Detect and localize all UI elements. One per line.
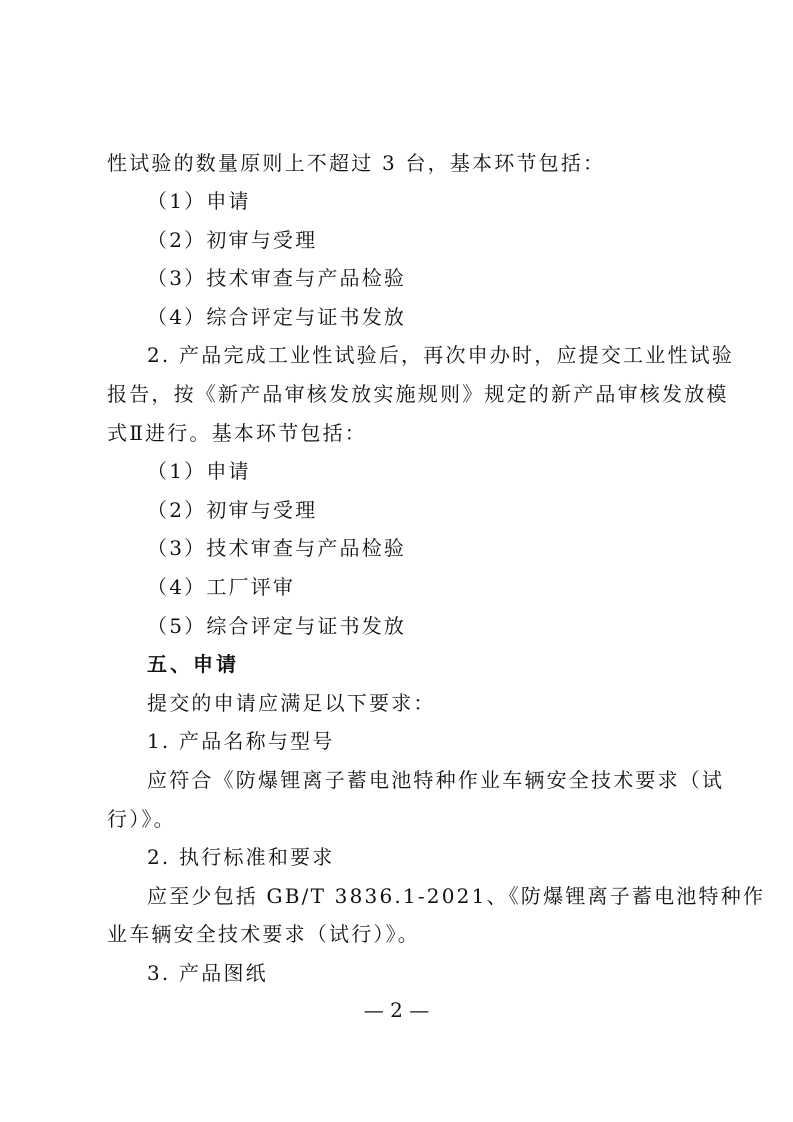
list-item: （3）技术审查与产品检验: [147, 266, 407, 290]
list-item: （4）综合评定与证书发放: [147, 305, 407, 329]
paragraph-line: 2. 产品完成工业性试验后，再次申办时，应提交工业性试验: [147, 343, 735, 367]
paragraph-line: 应符合《防爆锂离子蓄电池特种作业车辆安全技术要求（试: [147, 768, 725, 792]
list-item: （1）申请: [147, 459, 251, 483]
paragraph-line: 行）》。: [107, 807, 176, 831]
subsection-heading: 3. 产品图纸: [147, 961, 268, 985]
section-heading: 五、申请: [147, 652, 239, 676]
list-item: （5）综合评定与证书发放: [147, 614, 407, 638]
paragraph-line: 性试验的数量原则上不超过 3 台，基本环节包括：: [107, 151, 606, 175]
paragraph-line: 报告，按《新产品审核发放实施规则》规定的新产品审核发放模: [107, 382, 729, 406]
page-number: — 2 —: [363, 998, 430, 1022]
paragraph-line: 提交的申请应满足以下要求：: [147, 691, 436, 715]
list-item: （1）申请: [147, 189, 251, 213]
list-item: （2）初审与受理: [147, 498, 318, 522]
paragraph-line: 业车辆安全技术要求（试行）》。: [107, 922, 420, 946]
paragraph-line: 应至少包括 GB/T 3836.1-2021、《防爆锂离子蓄电池特种作: [147, 884, 766, 908]
list-item: （2）初审与受理: [147, 228, 318, 252]
list-item: （3）技术审查与产品检验: [147, 536, 407, 560]
subsection-heading: 2. 执行标准和要求: [147, 845, 335, 869]
paragraph-line: 式Ⅱ进行。基本环节包括：: [107, 421, 367, 445]
list-item: （4）工厂评审: [147, 575, 296, 599]
subsection-heading: 1. 产品名称与型号: [147, 729, 335, 753]
